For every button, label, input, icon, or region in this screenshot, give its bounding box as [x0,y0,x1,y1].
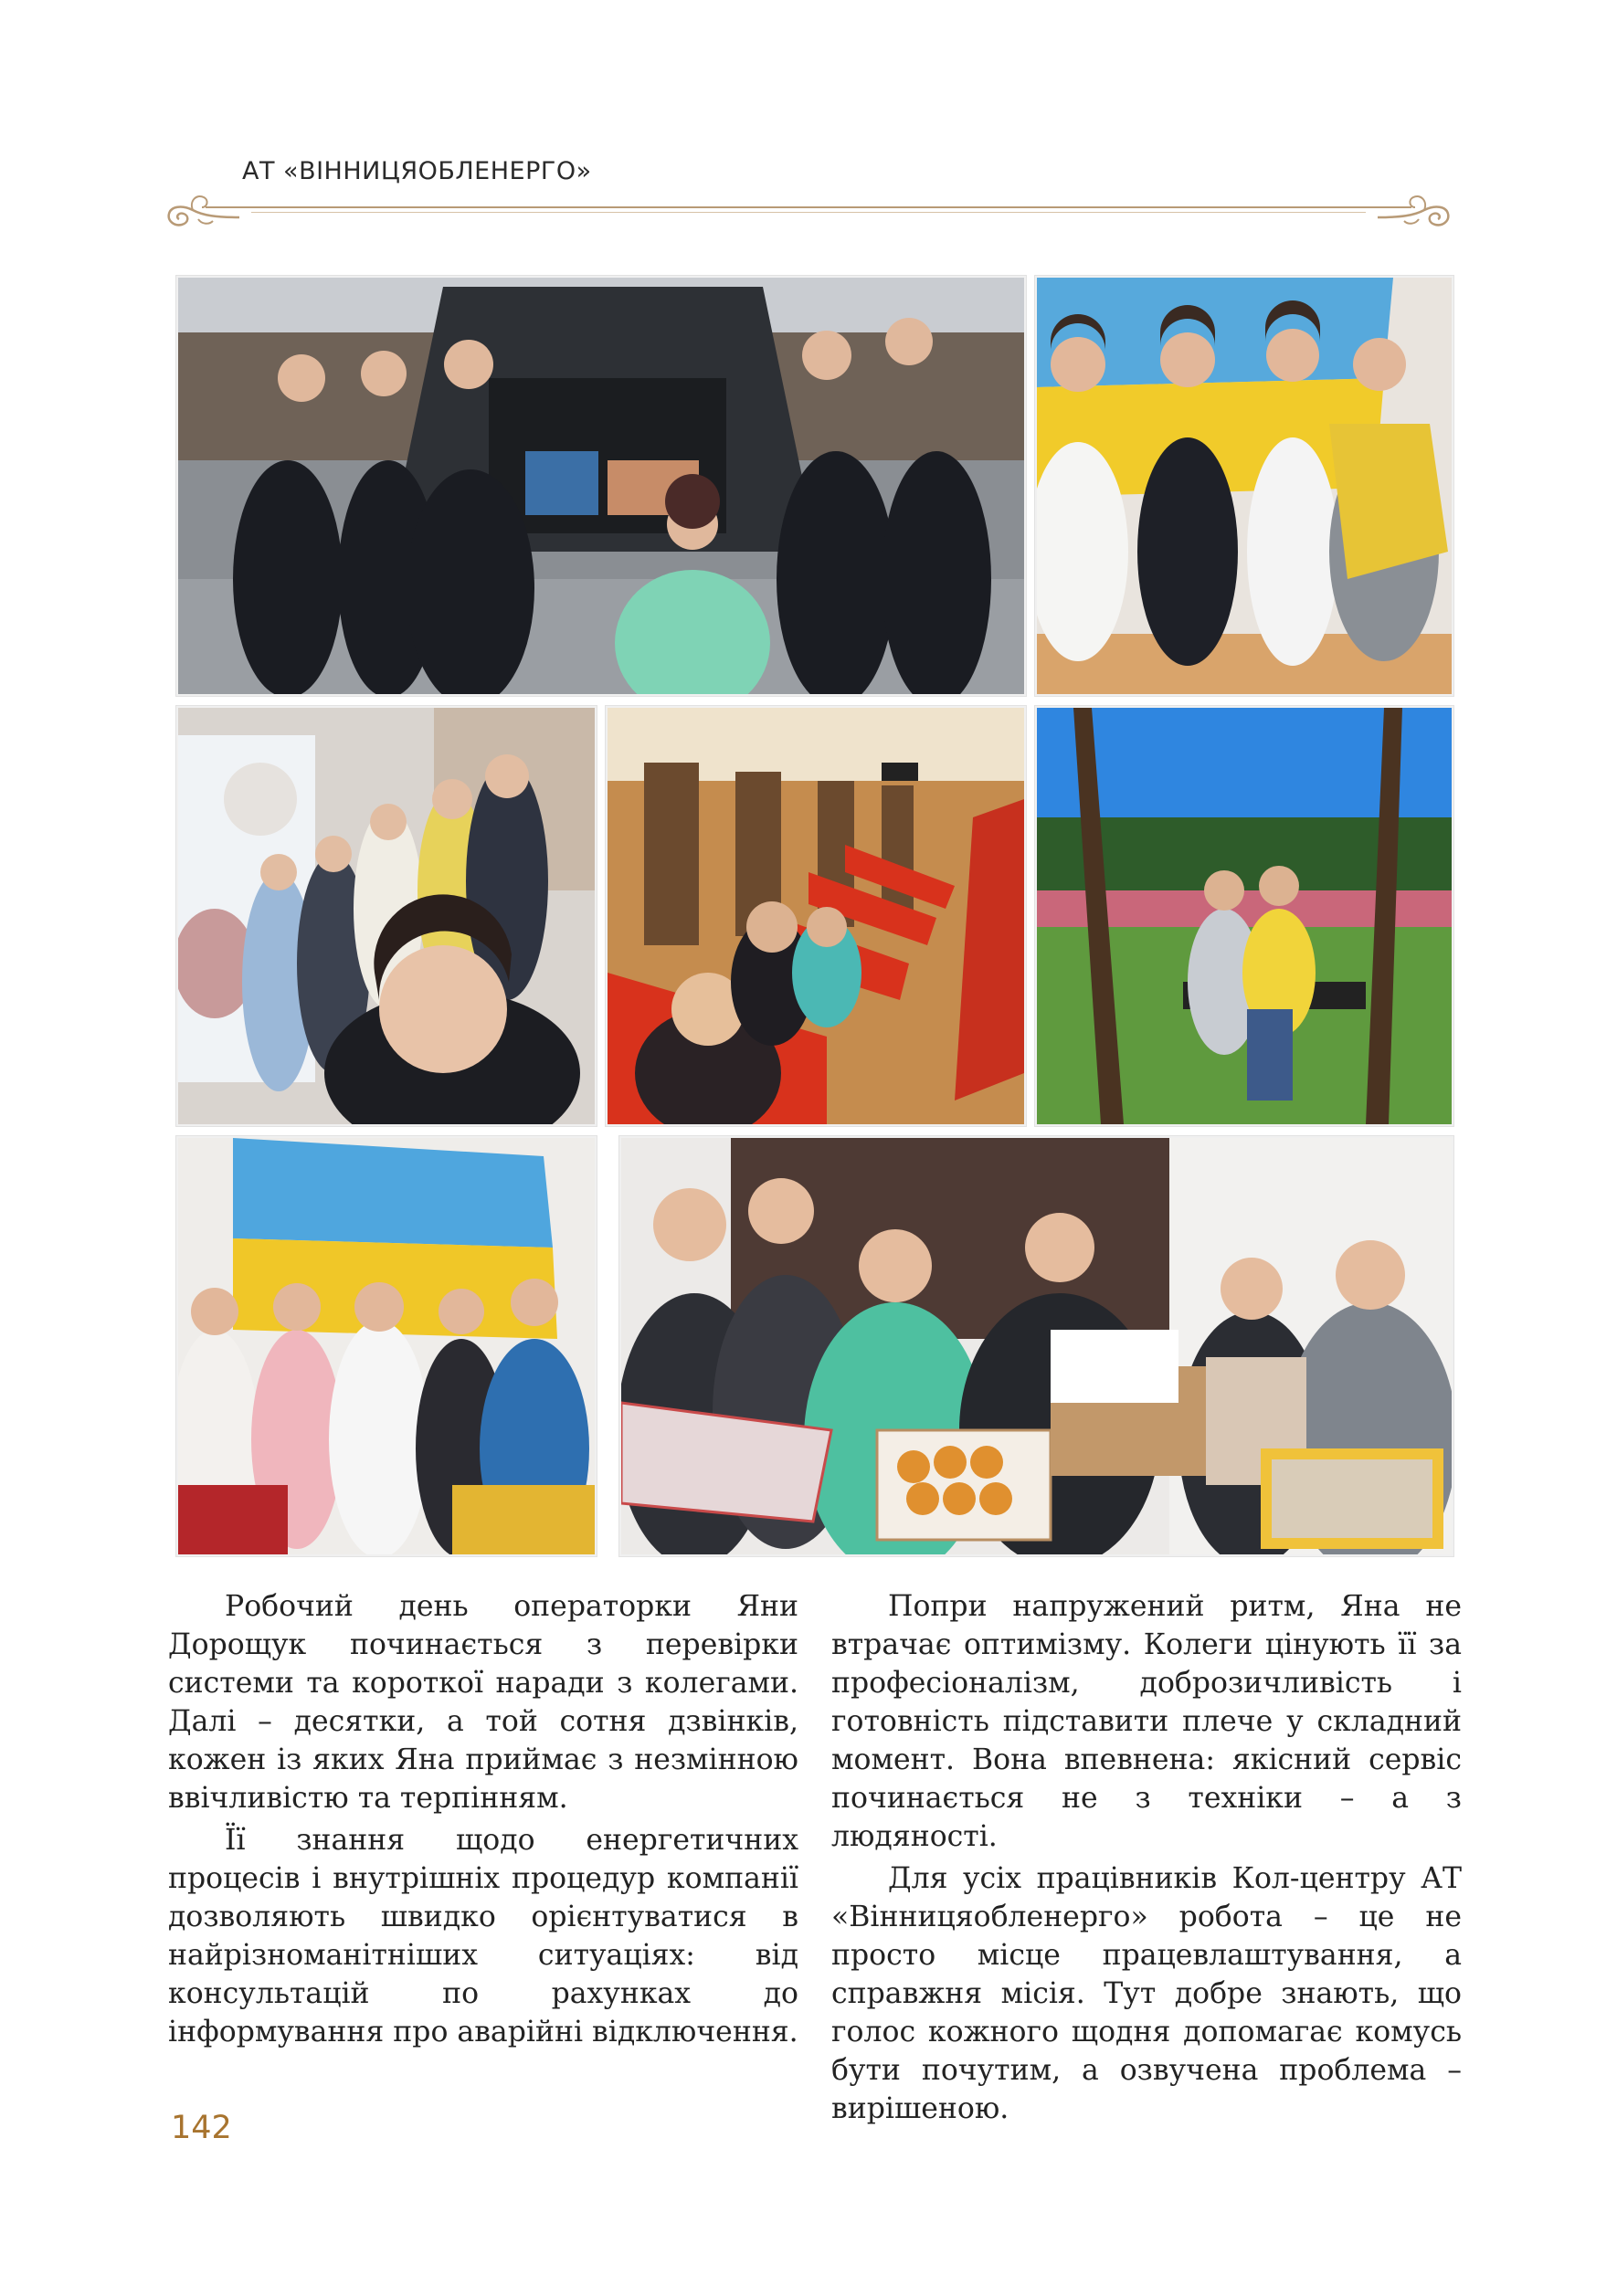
running-header [169,146,1448,228]
header-rule [206,206,1411,208]
paragraph: Робочий день операторки Яни Дорощук починається з перевірки системи та короткої наради з колегами. Далі – десятки, а той сотня дзвінків, кожен із яких Яна приймає з незмінною ввічливістю та терпінням. [168,1590,798,1815]
paragraph: Для усіх працівників Кол-центру АТ «Вінницяобленерго» робота – це не просто місце працевлаштування, а справжня місія. Тут добре знають, що голос кожного щодня допомагає комусь бути почутим, а озвучена проблема – вирішеною. [831,1862,1462,2125]
ornament-left-icon [162,183,244,234]
photo-pastry-boxes [619,1136,1453,1556]
article-column-right [831,1587,1462,2132]
paragraph: Попри напружений ритм, Яна не втрачає оптимізму. Колеги цінують її за професіоналізм, доброзичливість і готовність підставити плече у складний момент. Вона впевнена: якісний сервіс починається не з техніки – а з людяності. [831,1590,1462,1853]
photo-flag-five-women [176,1136,597,1556]
ornament-right-icon [1373,183,1455,234]
article-column-left [168,1587,798,2055]
photo-swing-tulips [1035,706,1453,1126]
photo-flag-four-women [1035,276,1453,696]
header-rule-thin [251,212,1366,213]
photo-selfie-balloons [176,706,597,1126]
paragraph: Її знання щодо енергетичних процесів і внутрішніх процедур компанії дозволяють швидко орієнтуватися в найрізноманітніших ситуаціях: від консультацій по рахунках до інформування про аварійні відключення. [168,1824,798,2048]
header-title: АТ «ВІННИЦЯОБЛЕНЕРГО» [242,157,592,185]
page-number: 142 [171,2110,232,2146]
photo-theater-seats [606,706,1026,1126]
photo-car-trunk-group [176,276,1026,696]
